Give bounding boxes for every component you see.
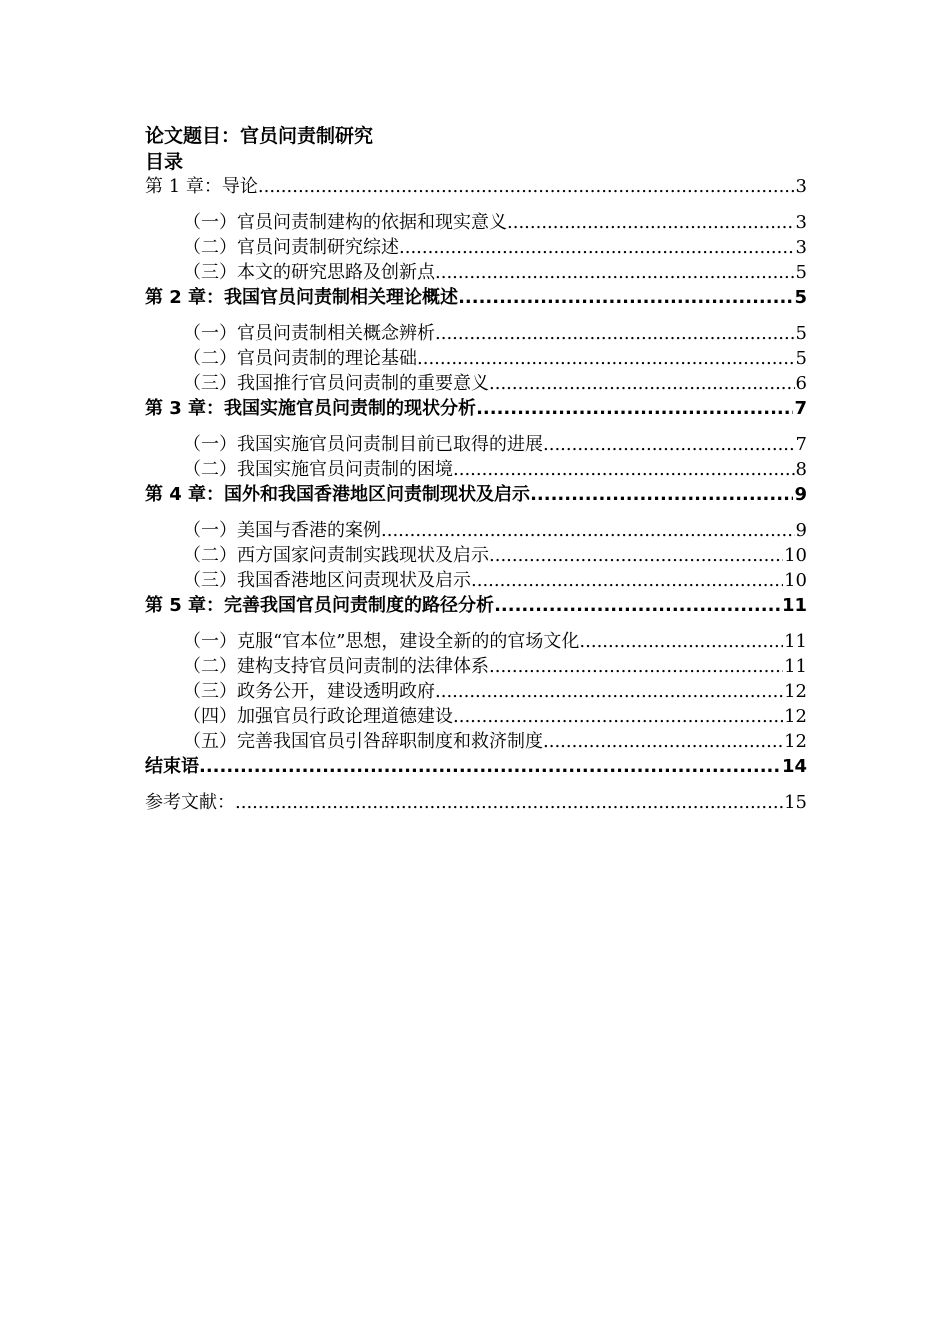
toc-leader (476, 396, 793, 421)
toc-entry-section[interactable] (145, 321, 807, 346)
toc-leader (530, 482, 793, 507)
toc-entry-page: 5 (794, 287, 807, 308)
toc-heading: 目录 (145, 151, 184, 173)
toc-entry-page: 9 (795, 520, 807, 541)
toc-entry-chapter-5[interactable] (145, 593, 807, 618)
toc-entry-text: 第 5 章：完善我国官员问责制度的路径分析 (145, 595, 495, 616)
toc-entry-text: （三）我国推行官员问责制的重要意义 (183, 373, 489, 394)
toc-leader (453, 704, 783, 729)
toc-entry-section[interactable] (145, 371, 807, 396)
toc-leader (435, 679, 783, 704)
toc-leader (507, 210, 795, 235)
toc-entry-section[interactable] (145, 235, 807, 260)
toc-entry-section[interactable] (145, 432, 807, 457)
toc-entry-page: 5 (795, 348, 807, 369)
toc-entry-section[interactable] (145, 518, 807, 543)
toc-entry-section[interactable] (145, 729, 807, 754)
toc-entry-page: 8 (795, 459, 807, 480)
toc-leader (579, 629, 783, 654)
toc-entry-section[interactable] (145, 629, 807, 654)
toc-entry-section[interactable] (145, 457, 807, 482)
toc-entry-text: 第 3 章：我国实施官员问责制的现状分析 (145, 398, 477, 419)
toc-entry-section[interactable] (145, 346, 807, 371)
toc-entry-page: 11 (781, 595, 807, 616)
toc-entry-text: （一）我国实施官员问责制目前已取得的进展 (183, 434, 543, 455)
toc-entry-page: 10 (784, 570, 807, 591)
toc-entry-section[interactable] (145, 679, 807, 704)
toc-leader (258, 174, 795, 199)
toc-entry-page: 12 (784, 706, 807, 727)
toc-leader (435, 321, 795, 346)
toc-entry-section[interactable] (145, 704, 807, 729)
toc-entry-text: 第 2 章：我国官员问责制相关理论概述 (145, 287, 459, 308)
toc-leader (489, 654, 783, 679)
toc-entry-chapter-1[interactable] (145, 174, 807, 199)
toc-entry-text: 结束语 (145, 756, 199, 777)
toc-entry-page: 3 (795, 237, 807, 258)
toc-entry-page: 12 (784, 731, 807, 752)
toc-leader (417, 346, 795, 371)
toc-entry-text: （二）官员问责制研究综述 (183, 237, 399, 258)
toc-entry-page: 5 (795, 262, 807, 283)
toc-entry-text: （二）我国实施官员问责制的困境 (183, 459, 453, 480)
toc-entry-page: 11 (784, 656, 807, 677)
toc-entry-page: 3 (795, 176, 807, 197)
toc-entry-conclusion[interactable] (145, 754, 807, 779)
toc-entry-page: 6 (795, 373, 807, 394)
toc-leader (458, 285, 793, 310)
toc-entry-section[interactable] (145, 543, 807, 568)
toc-entry-text: （三）我国香港地区问责现状及启示 (183, 570, 471, 591)
toc-entry-text: （二）西方国家问责制实践现状及启示 (183, 545, 489, 566)
toc-entry-page: 11 (784, 631, 807, 652)
toc-entry-section[interactable] (145, 210, 807, 235)
toc-entry-text: （三）本文的研究思路及创新点 (183, 262, 435, 283)
toc-leader (494, 593, 781, 618)
toc-entry-text: 第 4 章：国外和我国香港地区问责制现状及启示 (145, 484, 531, 505)
toc-leader (435, 260, 795, 285)
toc-entry-section[interactable] (145, 568, 807, 593)
toc-entry-page: 7 (794, 398, 807, 419)
toc-entry-text: （一）官员问责制相关概念辨析 (183, 323, 435, 344)
toc-leader (399, 235, 795, 260)
toc-leader (453, 457, 795, 482)
toc-leader (489, 371, 795, 396)
toc-entry-text: （四）加强官员行政论理道德建设 (183, 706, 453, 727)
toc-entry-references[interactable] (145, 790, 807, 815)
toc-leader (235, 790, 783, 815)
toc-leader (489, 543, 783, 568)
toc-entry-page: 14 (781, 756, 807, 777)
document-page (145, 122, 807, 815)
toc-entry-chapter-2[interactable] (145, 285, 807, 310)
toc-entry-section[interactable] (145, 260, 807, 285)
toc-entry-page: 9 (794, 484, 807, 505)
toc-leader (381, 518, 795, 543)
toc-entry-text: （一）官员问责制建构的依据和现实意义 (183, 212, 507, 233)
toc-leader (471, 568, 783, 593)
toc-leader (543, 432, 795, 457)
toc-entry-chapter-3[interactable] (145, 396, 807, 421)
toc-entry-text: （五）完善我国官员引咎辞职制度和救济制度 (183, 731, 543, 752)
toc-entry-page: 15 (784, 792, 807, 813)
toc-entry-text: 参考文献： (145, 792, 235, 813)
toc-entry-page: 5 (795, 323, 807, 344)
toc-entry-page: 12 (784, 681, 807, 702)
toc-entry-chapter-4[interactable] (145, 482, 807, 507)
toc-entry-text: （二）建构支持官员问责制的法律体系 (183, 656, 489, 677)
toc-entry-page: 7 (795, 434, 807, 455)
toc-entry-page: 10 (784, 545, 807, 566)
thesis-title: 论文题目：官员问责制研究 (145, 125, 374, 147)
toc-entry-text: （二）官员问责制的理论基础 (183, 348, 417, 369)
toc-entry-text: （一）克服“官本位”思想，建设全新的的官场文化 (183, 631, 580, 652)
toc-entry-text: 第 1 章：导论 (145, 176, 258, 197)
toc-entry-text: （三）政务公开，建设透明政府 (183, 681, 435, 702)
toc-entry-section[interactable] (145, 654, 807, 679)
toc-leader (543, 729, 783, 754)
toc-entry-text: （一）美国与香港的案例 (183, 520, 381, 541)
toc-leader (199, 754, 781, 779)
toc-entry-page: 3 (795, 212, 807, 233)
